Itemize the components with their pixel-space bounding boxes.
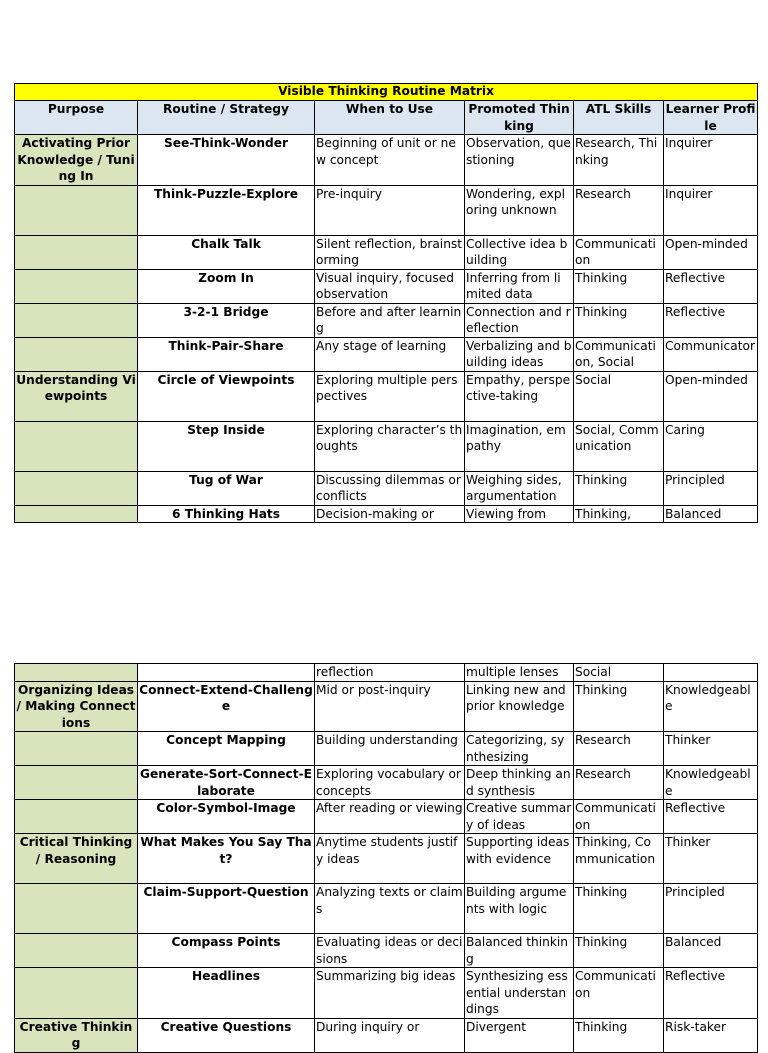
routine-cell: 6 Thinking Hats bbox=[138, 505, 315, 523]
thinking-cell: Categorizing, synthesizing bbox=[465, 732, 574, 766]
routine-cell: Color-Symbol-Image bbox=[138, 800, 315, 834]
purpose-cell: Understanding Viewpoints bbox=[15, 371, 138, 421]
routine-cell: See-Think-Wonder bbox=[138, 135, 315, 186]
routine-matrix-table-page2 bbox=[14, 663, 758, 1053]
thinking-cell: multiple lenses bbox=[465, 664, 574, 682]
atl-cell: Thinking bbox=[574, 681, 664, 732]
profile-cell: Inquirer bbox=[664, 135, 758, 186]
routine-cell: Circle of Viewpoints bbox=[138, 371, 315, 421]
routine-cell bbox=[138, 664, 315, 682]
table-row bbox=[15, 303, 758, 337]
thinking-cell: Observation, questioning bbox=[465, 135, 574, 186]
atl-cell: Thinking bbox=[574, 471, 664, 505]
profile-cell: Reflective bbox=[664, 269, 758, 303]
routine-cell: Connect-Extend-Challenge bbox=[138, 681, 315, 732]
profile-cell: Principled bbox=[664, 884, 758, 934]
purpose-cell bbox=[15, 800, 138, 834]
profile-cell: Open-minded bbox=[664, 235, 758, 269]
atl-cell: Research bbox=[574, 732, 664, 766]
thinking-cell: Empathy, perspective-taking bbox=[465, 371, 574, 421]
thinking-cell: Imagination, empathy bbox=[465, 421, 574, 471]
profile-cell: Inquirer bbox=[664, 185, 758, 235]
table-row bbox=[15, 884, 758, 934]
atl-cell: Thinking bbox=[574, 303, 664, 337]
purpose-cell: Creative Thinking bbox=[15, 1018, 138, 1052]
profile-cell: Caring bbox=[664, 421, 758, 471]
routine-cell: Creative Questions bbox=[138, 1018, 315, 1052]
profile-cell: Communicator bbox=[664, 337, 758, 371]
thinking-cell: Balanced thinking bbox=[465, 934, 574, 968]
when-cell: Exploring vocabulary or concepts bbox=[315, 766, 465, 800]
table-row bbox=[15, 337, 758, 371]
table-row bbox=[15, 800, 758, 834]
atl-cell: Communication bbox=[574, 968, 664, 1019]
thinking-cell: Divergent bbox=[465, 1018, 574, 1052]
table-row bbox=[15, 135, 758, 186]
atl-cell: Communication bbox=[574, 235, 664, 269]
when-cell: Pre-inquiry bbox=[315, 185, 465, 235]
header-routine: Routine / Strategy bbox=[138, 101, 315, 135]
profile-cell: Thinker bbox=[664, 834, 758, 884]
profile-cell: Reflective bbox=[664, 800, 758, 834]
thinking-cell: Deep thinking and synthesis bbox=[465, 766, 574, 800]
purpose-cell bbox=[15, 421, 138, 471]
when-cell: Exploring multiple perspectives bbox=[315, 371, 465, 421]
purpose-cell bbox=[15, 505, 138, 523]
header-profile: Learner Profile bbox=[664, 101, 758, 135]
thinking-cell: Synthesizing essential understandings bbox=[465, 968, 574, 1019]
when-cell: Silent reflection, brainstorming bbox=[315, 235, 465, 269]
table-title: Visible Thinking Routine Matrix bbox=[15, 84, 758, 101]
table-row bbox=[15, 471, 758, 505]
when-cell: After reading or viewing bbox=[315, 800, 465, 834]
routine-cell: Generate-Sort-Connect-Elaborate bbox=[138, 766, 315, 800]
purpose-cell bbox=[15, 664, 138, 682]
when-cell: Before and after learning bbox=[315, 303, 465, 337]
purpose-cell bbox=[15, 269, 138, 303]
purpose-cell bbox=[15, 235, 138, 269]
when-cell: Building understanding bbox=[315, 732, 465, 766]
atl-cell: Social bbox=[574, 371, 664, 421]
header-purpose: Purpose bbox=[15, 101, 138, 135]
atl-cell: Thinking bbox=[574, 1018, 664, 1052]
header-atl: ATL Skills bbox=[574, 101, 664, 135]
profile-cell: Principled bbox=[664, 471, 758, 505]
atl-cell: Thinking bbox=[574, 884, 664, 934]
thinking-cell: Inferring from limited data bbox=[465, 269, 574, 303]
thinking-cell: Collective idea building bbox=[465, 235, 574, 269]
routine-cell: What Makes You Say That? bbox=[138, 834, 315, 884]
table-row bbox=[15, 766, 758, 800]
when-cell: Evaluating ideas or decisions bbox=[315, 934, 465, 968]
purpose-cell bbox=[15, 884, 138, 934]
when-cell: Anytime students justify ideas bbox=[315, 834, 465, 884]
thinking-cell: Linking new and prior knowledge bbox=[465, 681, 574, 732]
profile-cell: Open-minded bbox=[664, 371, 758, 421]
purpose-cell bbox=[15, 968, 138, 1019]
routine-cell: 3-2-1 Bridge bbox=[138, 303, 315, 337]
table-row bbox=[15, 834, 758, 884]
atl-cell: Communication bbox=[574, 800, 664, 834]
profile-cell: Thinker bbox=[664, 732, 758, 766]
routine-cell: Concept Mapping bbox=[138, 732, 315, 766]
purpose-cell bbox=[15, 934, 138, 968]
profile-cell bbox=[664, 664, 758, 682]
routine-cell: Think-Puzzle-Explore bbox=[138, 185, 315, 235]
when-cell: Exploring character’s thoughts bbox=[315, 421, 465, 471]
purpose-cell: Organizing Ideas / Making Connections bbox=[15, 681, 138, 732]
routine-cell: Chalk Talk bbox=[138, 235, 315, 269]
profile-cell: Balanced bbox=[664, 505, 758, 523]
atl-cell: Thinking bbox=[574, 269, 664, 303]
thinking-cell: Creative summary of ideas bbox=[465, 800, 574, 834]
thinking-cell: Wondering, exploring unknown bbox=[465, 185, 574, 235]
atl-cell: Thinking, bbox=[574, 505, 664, 523]
routine-cell: Headlines bbox=[138, 968, 315, 1019]
profile-cell: Balanced bbox=[664, 934, 758, 968]
when-cell: Discussing dilemmas or conflicts bbox=[315, 471, 465, 505]
purpose-cell bbox=[15, 337, 138, 371]
atl-cell: Communication, Social bbox=[574, 337, 664, 371]
purpose-cell bbox=[15, 303, 138, 337]
routine-cell: Tug of War bbox=[138, 471, 315, 505]
thinking-cell: Building arguments with logic bbox=[465, 884, 574, 934]
when-cell: Analyzing texts or claims bbox=[315, 884, 465, 934]
when-cell: Mid or post-inquiry bbox=[315, 681, 465, 732]
atl-cell: Thinking, Communication bbox=[574, 834, 664, 884]
thinking-cell: Connection and reflection bbox=[465, 303, 574, 337]
purpose-cell bbox=[15, 766, 138, 800]
profile-cell: Reflective bbox=[664, 303, 758, 337]
table-row bbox=[15, 681, 758, 732]
routine-cell: Compass Points bbox=[138, 934, 315, 968]
routine-cell: Zoom In bbox=[138, 269, 315, 303]
table-row bbox=[15, 664, 758, 682]
purpose-cell: Activating Prior Knowledge / Tuning In bbox=[15, 135, 138, 186]
atl-cell: Research bbox=[574, 766, 664, 800]
profile-cell: Reflective bbox=[664, 968, 758, 1019]
thinking-cell: Viewing from bbox=[465, 505, 574, 523]
when-cell: reflection bbox=[315, 664, 465, 682]
routine-cell: Think-Pair-Share bbox=[138, 337, 315, 371]
table-row bbox=[15, 732, 758, 766]
thinking-cell: Supporting ideas with evidence bbox=[465, 834, 574, 884]
routine-cell: Claim-Support-Question bbox=[138, 884, 315, 934]
purpose-cell: Critical Thinking / Reasoning bbox=[15, 834, 138, 884]
table-row bbox=[15, 968, 758, 1019]
purpose-cell bbox=[15, 732, 138, 766]
when-cell: Visual inquiry, focused observation bbox=[315, 269, 465, 303]
profile-cell: Risk-taker bbox=[664, 1018, 758, 1052]
routine-cell: Step Inside bbox=[138, 421, 315, 471]
when-cell: Beginning of unit or new concept bbox=[315, 135, 465, 186]
profile-cell: Knowledgeable bbox=[664, 766, 758, 800]
table-row bbox=[15, 371, 758, 421]
routine-matrix-table-page1 bbox=[14, 83, 758, 523]
purpose-cell bbox=[15, 185, 138, 235]
header-thinking: Promoted Thinking bbox=[465, 101, 574, 135]
purpose-cell bbox=[15, 471, 138, 505]
when-cell: During inquiry or bbox=[315, 1018, 465, 1052]
when-cell: Summarizing big ideas bbox=[315, 968, 465, 1019]
table-row bbox=[15, 235, 758, 269]
table-row bbox=[15, 505, 758, 523]
thinking-cell: Verbalizing and building ideas bbox=[466, 338, 572, 369]
atl-cell: Social, Communication bbox=[574, 421, 664, 471]
atl-cell: Research bbox=[574, 185, 664, 235]
thinking-cell: Weighing sides, argumentation bbox=[465, 471, 574, 505]
profile-cell: Knowledgeable bbox=[664, 681, 758, 732]
when-cell: Any stage of learning bbox=[315, 337, 465, 371]
table-row bbox=[15, 1018, 758, 1052]
atl-cell: Social bbox=[574, 664, 664, 682]
table-row bbox=[15, 421, 758, 471]
when-cell: Decision-making or bbox=[315, 505, 465, 523]
atl-cell: Thinking bbox=[574, 934, 664, 968]
header-when: When to Use bbox=[315, 101, 465, 135]
table-row bbox=[15, 185, 758, 235]
atl-cell: Research, Thinking bbox=[574, 135, 664, 186]
table-row bbox=[15, 269, 758, 303]
table-row bbox=[15, 934, 758, 968]
